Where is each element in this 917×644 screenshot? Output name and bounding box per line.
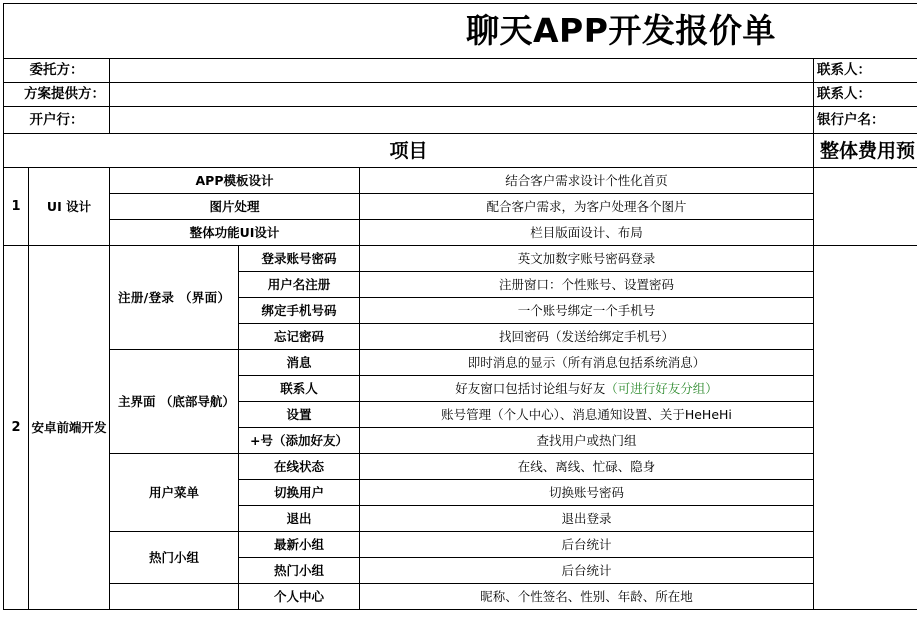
row-number: 2 <box>4 246 29 610</box>
item-name: 个人中心 <box>239 584 360 610</box>
item-name: 登录账号密码 <box>239 246 360 272</box>
item-name: 在线状态 <box>239 454 360 480</box>
item-name: 退出 <box>239 506 360 532</box>
item-description: 在线、离线、忙碌、隐身 <box>360 454 814 480</box>
client-value[interactable] <box>110 59 814 83</box>
item-description: 栏目版面设计、布局 <box>360 220 814 246</box>
table-row <box>4 220 917 246</box>
table-row <box>4 246 917 272</box>
subcategory-name <box>110 584 239 610</box>
item-description <box>360 376 814 402</box>
item-name: 设置 <box>239 402 360 428</box>
item-name: 消息 <box>239 350 360 376</box>
provider-value[interactable] <box>110 83 814 107</box>
quotation-table <box>3 3 917 610</box>
document-title: 聊天APP开发报价单 <box>4 4 917 59</box>
item-name: 联系人 <box>239 376 360 402</box>
description-text: 好友窗口包括讨论组与好友 <box>455 381 606 396</box>
row-number: 1 <box>4 168 29 246</box>
item-description: 配合客户需求，为客户处理各个图片 <box>360 194 814 220</box>
table-row <box>4 168 917 194</box>
table-row <box>4 532 917 558</box>
item-name: 用户名注册 <box>239 272 360 298</box>
description-highlight: （可进行好友分组） <box>605 381 718 396</box>
client-row <box>4 59 917 83</box>
item-name: 热门小组 <box>239 558 360 584</box>
subcategory-name: 热门小组 <box>110 532 239 584</box>
client-contact-label: 联系人： <box>814 59 917 83</box>
item-name: 绑定手机号码 <box>239 298 360 324</box>
subcategory-name: 注册/登录 （界面） <box>110 246 239 350</box>
category-name: UI 设计 <box>29 168 110 246</box>
table-row <box>4 350 917 376</box>
item-description: 退出登录 <box>360 506 814 532</box>
item-name: 最新小组 <box>239 532 360 558</box>
table-row <box>4 454 917 480</box>
item-description: 注册窗口：个性账号、设置密码 <box>360 272 814 298</box>
item-description: 英文加数字账号密码登录 <box>360 246 814 272</box>
bank-label: 开户行： <box>4 107 110 134</box>
item-name: 切换用户 <box>239 480 360 506</box>
subcategory-name: 用户菜单 <box>110 454 239 532</box>
bank-value[interactable] <box>110 107 814 134</box>
item-description: 一个账号绑定一个手机号 <box>360 298 814 324</box>
item-name: 忘记密码 <box>239 324 360 350</box>
item-description: 查找用户或热门组 <box>360 428 814 454</box>
item-description: 找回密码（发送给绑定手机号） <box>360 324 814 350</box>
provider-label: 方案提供方： <box>4 83 110 107</box>
category-name: 安卓前端开发 <box>29 246 110 610</box>
item-name: 整体功能UI设计 <box>110 220 360 246</box>
section-project-header: 项目 <box>4 134 814 168</box>
item-name: 图片处理 <box>110 194 360 220</box>
item-description: 后台统计 <box>360 558 814 584</box>
item-description: 即时消息的显示（所有消息包括系统消息） <box>360 350 814 376</box>
title-row <box>4 4 917 59</box>
item-description: 切换账号密码 <box>360 480 814 506</box>
provider-row <box>4 83 917 107</box>
bank-row <box>4 107 917 134</box>
client-label: 委托方： <box>4 59 110 83</box>
section-header-row <box>4 134 917 168</box>
item-description: 昵称、个性签名、性别、年龄、所在地 <box>360 584 814 610</box>
account-name-label: 银行户名： <box>814 107 917 134</box>
item-description: 结合客户需求设计个性化首页 <box>360 168 814 194</box>
subcategory-name: 主界面 （底部导航） <box>110 350 239 454</box>
item-name: +号（添加好友） <box>239 428 360 454</box>
table-row <box>4 584 917 610</box>
provider-contact-label: 联系人： <box>814 83 917 107</box>
table-row <box>4 194 917 220</box>
item-name: APP模板设计 <box>110 168 360 194</box>
item-description: 后台统计 <box>360 532 814 558</box>
item-description: 账号管理（个人中心）、消息通知设置、关于HeHeHi <box>360 402 814 428</box>
total-cost-cell[interactable] <box>814 168 917 246</box>
total-cost-cell[interactable] <box>814 246 917 610</box>
section-total-header: 整体费用预 <box>814 134 917 168</box>
